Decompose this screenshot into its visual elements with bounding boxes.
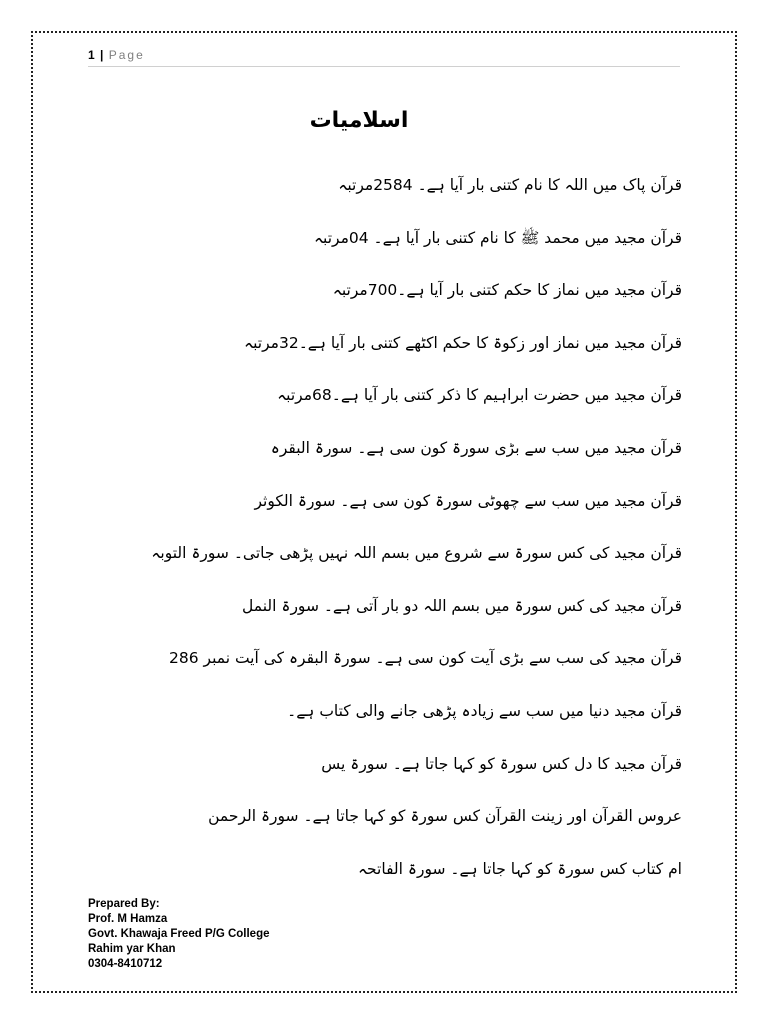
- city-name: Rahim yar Khan: [88, 943, 176, 955]
- list-item: ام کتاب کس سورۃ کو کہا جاتا ہے۔ سورۃ الفاتحہ: [357, 859, 682, 878]
- list-item: قرآن مجید میں محمد ﷺ کا نام کتنی بار آیا ہے۔ 04مرتبہ: [313, 228, 682, 247]
- prepared-by-label: Prepared By:: [88, 898, 160, 910]
- phone-number: 0304-8410712: [88, 958, 163, 970]
- author-name: Prof. M Hamza: [88, 913, 168, 925]
- page-title: اسلامیات: [309, 108, 409, 133]
- list-item: قرآن مجید کا دل کس سورۃ کو کہا جاتا ہے۔ سورۃ یس: [321, 754, 682, 773]
- list-item: قرآن مجید میں نماز کا حکم کتنی بار آیا ہے۔700مرتبہ: [332, 281, 682, 300]
- list-item: قرآن مجید میں حضرت ابراہیم کا ذکر کتنی بار آیا ہے۔68مرتبہ: [277, 386, 682, 405]
- list-item: قرآن مجید میں سب سے بڑی سورۃ کون سی ہے۔ سورۃ البقرہ: [270, 438, 682, 457]
- page-header: [88, 48, 680, 67]
- list-item: قرآن مجید کی کس سورۃ سے شروع میں بسم اللہ نہیں پڑھی جاتی۔ سورۃ التوبہ: [151, 544, 682, 563]
- header-separator: |: [100, 48, 104, 62]
- list-item: قرآن مجید کی سب سے بڑی آیت کون سی ہے۔ سورۃ البقرہ کی آیت نمبر 286: [169, 649, 682, 668]
- college-name: Govt. Khawaja Freed P/G College: [88, 928, 270, 940]
- list-item: قرآن پاک میں اللہ کا نام کتنی بار آیا ہے۔ 2584مرتبہ: [338, 176, 682, 194]
- list-item: عروس القرآن اور زینت القرآن کس سورۃ کو کہا جاتا ہے۔ سورۃ الرحمن: [208, 807, 682, 826]
- list-item: قرآن مجید کی کس سورۃ میں بسم اللہ دو بار آتی ہے۔ سورۃ النمل: [242, 596, 682, 615]
- question-list: [82, 170, 682, 906]
- list-item: قرآن مجید میں نماز اور زکوۃ کا حکم اکٹھے کتنی بار آیا ہے۔32مرتبہ: [244, 333, 682, 352]
- list-item: قرآن مجید میں سب سے چھوٹی سورۃ کون سی ہے۔ سورۃ الکوثر: [254, 491, 682, 510]
- list-item: قرآن مجید دنیا میں سب سے زیادہ پڑھی جانے والی کتاب ہے۔: [287, 701, 682, 720]
- page-label: Page: [108, 48, 145, 62]
- prepared-by-block: [88, 897, 270, 972]
- page-number: 1: [88, 48, 95, 62]
